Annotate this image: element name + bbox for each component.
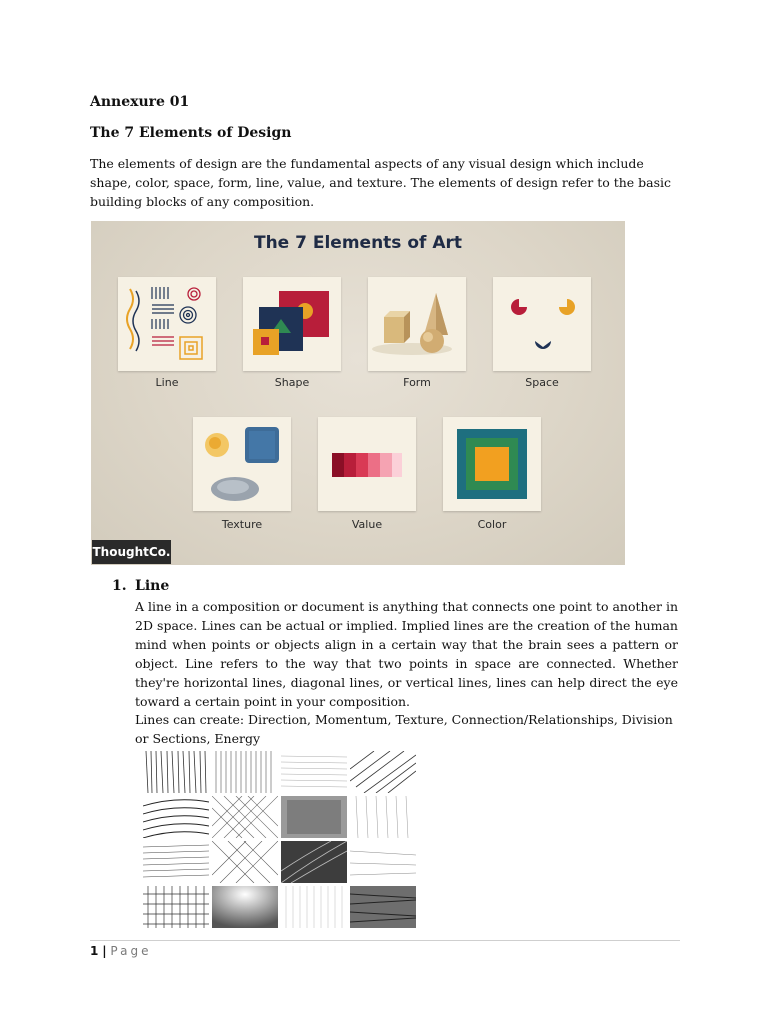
texture-illustration <box>193 417 291 511</box>
texture-tile <box>143 751 209 793</box>
texture-card <box>193 417 291 511</box>
texture-tile <box>143 886 209 928</box>
elements-of-art-infographic <box>91 221 625 565</box>
annexure-heading: Annexure 01 <box>90 94 190 110</box>
texture-label: Texture <box>221 518 263 531</box>
texture-tile <box>281 886 347 928</box>
line-label: Line <box>155 376 179 389</box>
space-illustration <box>493 277 591 371</box>
texture-tile <box>212 796 278 838</box>
shape-card <box>243 277 341 371</box>
form-illustration <box>368 277 466 371</box>
section-number: 1. <box>112 578 127 594</box>
section-heading: Line <box>135 578 170 594</box>
color-card <box>443 417 541 511</box>
texture-tile <box>350 751 416 793</box>
page-number: 1 <box>90 944 99 958</box>
line-illustration <box>118 277 216 371</box>
texture-tile <box>143 796 209 838</box>
line-card <box>118 277 216 371</box>
color-label: Color <box>477 518 507 531</box>
thoughtco-logo: ThoughtCo. <box>92 540 171 564</box>
line-paragraph: A line in a composition or document is anything that connects one point to another in 2D space. Lines can be actual or implied. Implied lines are the creation of the human mind when points or objects align in a certain way that the brain sees a pattern or object. Line refers to the way that two points in space are connected. Whether they're horizontal lines, diagonal lines, or vertical lines, lines can help direct the eye toward a certain point in your composition. <box>135 599 678 709</box>
texture-tile <box>212 751 278 793</box>
line-uses-paragraph: Lines can create: Direction, Momentum, Texture, Connection/Relationships, Division or Sections, Energy <box>135 712 673 746</box>
form-label: Form <box>403 376 431 389</box>
page-footer <box>90 944 151 958</box>
footer-divider <box>90 940 680 941</box>
texture-tile <box>212 886 278 928</box>
document-title: The 7 Elements of Design <box>90 125 292 141</box>
texture-tile <box>281 751 347 793</box>
value-card <box>318 417 416 511</box>
texture-tile <box>350 886 416 928</box>
shape-label: Shape <box>274 376 310 389</box>
form-card <box>368 277 466 371</box>
texture-tile <box>212 841 278 883</box>
value-label: Value <box>351 518 383 531</box>
intro-paragraph: The elements of design are the fundamental aspects of any visual design which include shape, color, space, form, line, value, and texture. The elements of design refer to the basic building blocks of any composition. <box>90 156 672 209</box>
page-label: Page <box>110 944 152 958</box>
shape-illustration <box>243 277 341 371</box>
texture-tile <box>350 796 416 838</box>
value-illustration <box>318 417 416 511</box>
texture-tile <box>281 841 347 883</box>
texture-tile <box>281 796 347 838</box>
texture-tile <box>350 841 416 883</box>
footer-separator: | <box>102 944 107 958</box>
infographic-title: The 7 Elements of Art <box>253 233 463 253</box>
texture-tile <box>143 841 209 883</box>
space-card <box>493 277 591 371</box>
space-label: Space <box>525 376 559 389</box>
line-texture-grid <box>143 751 415 929</box>
color-illustration <box>443 417 541 511</box>
